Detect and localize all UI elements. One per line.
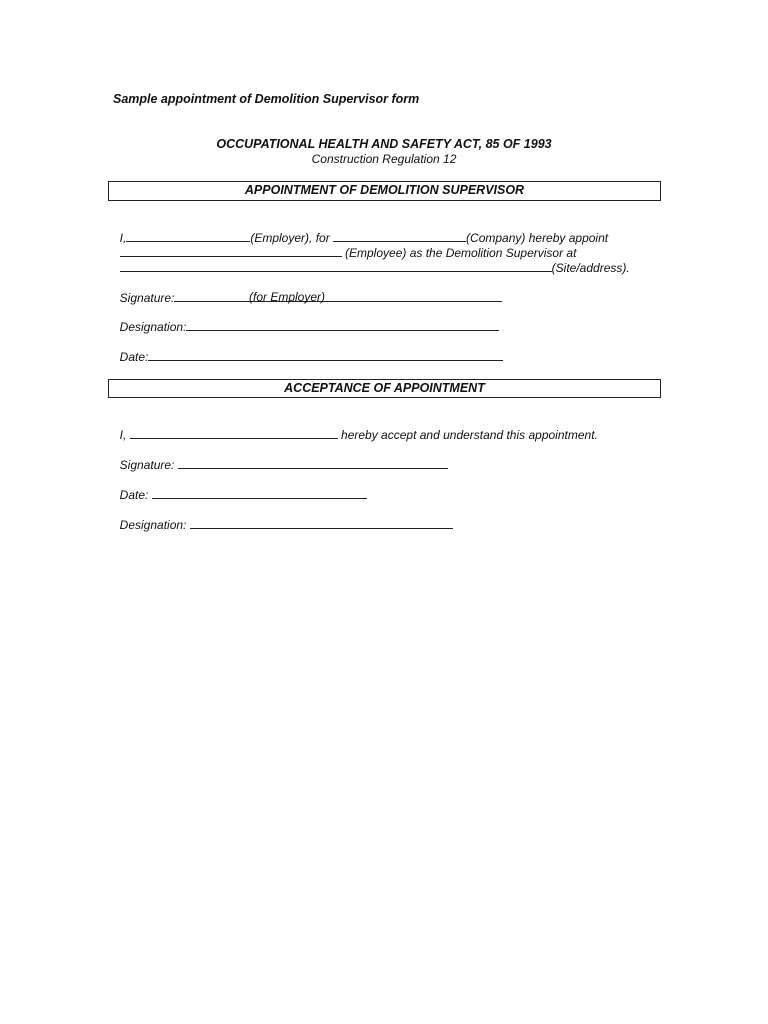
acceptance-signature-blank[interactable]	[178, 457, 448, 469]
acceptance-designation-label: Designation:	[119, 518, 190, 532]
acceptance-signature-label: Signature:	[119, 458, 178, 472]
appointment-heading-box	[108, 181, 661, 201]
acceptance-i-label: I,	[119, 428, 130, 442]
employer-signature-label: Signature:	[119, 291, 175, 305]
appointment-i-label: I,	[119, 231, 127, 245]
employee-label: (Employee) as the Demolition Supervisor at	[341, 246, 577, 260]
appointment-line-1	[113, 215, 609, 245]
employer-date-label: Date:	[119, 350, 149, 364]
acceptor-name-blank[interactable]	[130, 427, 338, 439]
act-title: OCCUPATIONAL HEALTH AND SAFETY ACT, 85 OF 1993	[216, 137, 552, 151]
acceptance-date-row	[113, 472, 367, 502]
acceptance-designation-row	[113, 502, 453, 532]
employer-date-blank[interactable]	[148, 349, 503, 361]
company-label: (Company) hereby appoint	[466, 231, 609, 245]
site-address-label: (Site/address).	[551, 261, 630, 275]
acceptance-signature-row	[113, 442, 448, 472]
acceptance-heading-box	[108, 379, 661, 398]
acceptance-line	[113, 412, 598, 442]
employer-designation-row	[113, 304, 499, 334]
regulation-subtitle: Construction Regulation 12	[311, 152, 457, 166]
appointment-heading: APPOINTMENT OF DEMOLITION SUPERVISOR	[244, 183, 525, 197]
for-employer-note: (for Employer)	[249, 290, 326, 304]
appointment-line-2	[113, 230, 577, 260]
employer-designation-label: Designation:	[119, 320, 187, 334]
appointment-line-3	[113, 245, 630, 275]
acceptance-date-blank[interactable]	[152, 487, 367, 499]
acceptance-text: hereby accept and understand this appointment.	[337, 428, 598, 442]
employer-designation-blank[interactable]	[186, 319, 499, 331]
employer-signature-blank[interactable]	[174, 290, 502, 302]
employer-label: (Employer), for	[250, 231, 334, 245]
site-address-blank[interactable]	[120, 260, 552, 272]
employer-date-row	[113, 334, 503, 364]
acceptance-designation-blank[interactable]	[190, 517, 453, 529]
acceptance-heading: ACCEPTANCE OF APPOINTMENT	[284, 381, 485, 395]
acceptance-date-label: Date:	[119, 488, 152, 502]
sample-form-title: Sample appointment of Demolition Supervisor form	[113, 92, 420, 106]
